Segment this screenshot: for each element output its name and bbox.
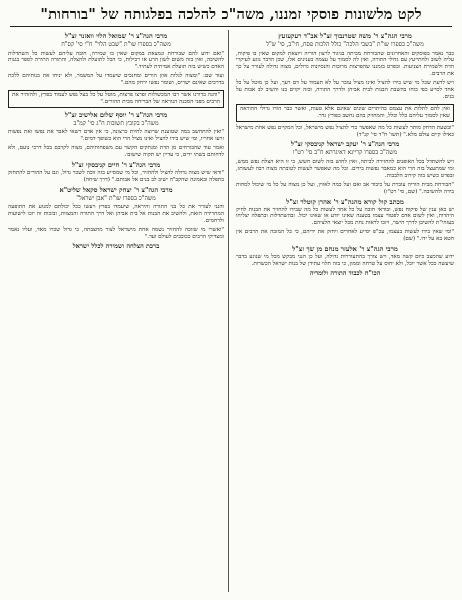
section-heading: מרבי הגה"צ ר' משה שטרנבוך זצ"ל אב"ד רעקעזעץ — [278, 32, 412, 40]
section-source: משה"כ בספרו שו"ת "שבט הלוי" ח"י סי' קס"ח — [61, 41, 171, 48]
paragraph: ויש לדעת שכל מי שיש בידו להציל ואינו מציל עובר על לא תעמוד על דם רעך, ועל כן מוטל על כל אחד לסייע כפי כוחו בהשבת הבנות לבית אביהן ולדרך התורה, ובזה יקוים בנו והשיב לב אבות על בנים. — [236, 80, 454, 100]
paragraph: "ומי שאין בידו לעשות בעצמו, עכ"פ יסייע לאחרים ויחזק את ידיהם, כי כל המזכה את הרבים אין חטא בא על ידו." (שם) — [236, 229, 454, 243]
paragraph: "ואין להתחשב במה שטוענת שרוצה לחיות כרצונה, כי אין אדם רשאי לאבד את נפשו ואת נפשות זרעו אחריו, ומי שיש בידו להציל ואינו מציל הרי הוא כשופך דמים." — [8, 129, 224, 143]
boxed-quote: ואין להם לתלות את עצמם בהיתרים שונים שאינם אלא טעות, ואשר כבר הורו גדולי ההוראה שאין לסמוך עליהם כלל וכלל, והמחזיק בהם נחשב כפורץ גדר. — [236, 104, 454, 122]
page-title: לקט מלשונות פוסקי זמננו, משה"כ להלכה בפלגותה של "בורחות" — [40, 6, 422, 23]
paragraph: "ובשעת הדחק מותר לעשות כל מה שאפשר כדי להציל נפש מישראל, וכל המקיים נפש אחת מישראל כאילו קיים עולם מלא." (תשו' ח"ד סי' קנ"ד) — [236, 124, 454, 138]
section-heading: מרבי הגה"צ ר' יוסף שלום אלישיב זצ"ל — [64, 110, 168, 119]
section-heading: מרבי הגה"צ ר' שמואל הלוי וואזנר זצ"ל — [64, 32, 168, 40]
paragraph: ואמר עוד שהבורחים מן הדת ומנתקים הקשר עם משפחותיהם, מצוה לקרבם בכל דרכי נועם, ולא לדחותם בשתי ידים, כי עדיין יש תקוה שישובו. — [8, 145, 224, 159]
section-heading: מכתב קול קורא מהגה"צ ר' אהרן קוטלר זצ"ל — [286, 197, 404, 206]
section-heading: מרבי הגה"צ ר' יעקב ישראל קניבסקי זצ"ל — [290, 140, 400, 149]
section-source: משה"כ בספרו קריינא דאיגרתא ח"ב סי' רט"ו — [292, 149, 398, 157]
column-divider — [228, 30, 229, 592]
section-heading: מרבי הגה"צ ר' אלעזר מנחם מן שך זצ"ל — [292, 245, 398, 254]
closing-line: הכו"ח לכבוד התורה ולומדיה — [309, 268, 381, 277]
paragraph: "הבורחת מבית הוריה עוברת על כיבוד אב ואם ועל כמה לאווין, ועל כן מצוה על כל מי שיכול למחות בידה ולהשיבה." (שם, סי' רט"ז) — [236, 181, 454, 195]
paragraph: ויש להשתדל בכל האופנים להחזירה לביתה, ואין לחוש בזה לשום חשש, כי זו היא הצלת נפש ממש, ומי שמתעצל בזה הרי הוא כמאבד נפשות בידים. וכל מה שאפשר לעשות לטובתה מצוה רבה לעשותו, ובפרט כשיש בזה קירוב הלבבות. — [236, 158, 454, 179]
paragraph: "ואשרי מי שזוכה להחזיר נשמה אחת מישראל לצור מחצבתה, כי גדול שכרו מאד, ועליו נאמר ומצדיקי הרבים ככוכבים לעולם ועד." — [8, 227, 224, 240]
paragraph: "ודאי שיש מצוה גדולה להציל ולהחזיר, וכל מי שמסייע בזה זוכה לשכר גדול, וגם על ההורים להתחזק בתפלה ובאמונה שהקב"ה ישיב לב בנים אל אבותם." (דרך שיחה) — [8, 169, 224, 183]
paragraph: והנני לעורר את כל בני התורה והיראה, שיעמדו בפרץ ויעשו ככל יכולתם למנוע את התופעה המחרידה הזאת, ולהשיב את הבנות אל בית אביהן ואל דרך התורה והמצוות, ובזכות זה יזכו לישועות ולרחמים. — [8, 204, 224, 225]
closing-line: ברכת הצלחה ושמירה לכלל ישראל — [72, 241, 160, 250]
section-source: משה"כ בקובץ תשובות ח"ג סי' קמ"ב — [73, 119, 159, 127]
section-heading: מרבי הגה"צ ר' חיים קניבסקי זצ"ל — [71, 160, 161, 169]
paragraph: יש כאן ענין של פיקוח נפש, ובודאי חובה על כל אחד לעשות כל מה שבידו להחזיר את הבנות לחיק היהדות, ואין לשום אדם לפטור עצמו בטענה שאינו יודע או שאינו יכול. ובהשתדלות ובתפלה יצליחו בעזהי"ת להשיבן לדרך הישר, ויזכו לראות נחת מכל יוצאי חלציהם. — [236, 206, 454, 227]
section-heading: מרבי הגה"צ ר' יצחק ישראל סקאל שליט"א — [59, 185, 173, 194]
paragraph: "ואם ידוע להם שבורחת ונמצאת במקום שאין בו שמירה, חובה עליהם לעשות כל השתדלות להשיבה, ואין בזה משום לשון הרע או רכילות, כי הכל לתועלת ולהצלה, והתורה התירה לספר בגנות האדם כשיש בזה תועלת אמיתית לעתיד." — [8, 50, 224, 71]
paragraph: כבר נאמר בפוסקים והאחרונים שהבורחת מביתה בניגוד לרצון הוריה ויוצאת למקום שאין בו פיקוח, עליה לשוב ולהתייעץ עם גדולי התורה, ואין לה לסמוך על עצמה בענינים אלו, שכן הדבר נוגע לעיקרי הדת ולשמירת הצניעות. ובפרט בזמננו שהפרצות מרובות והנסיונות גדולים, מצוה גדולה לעורר על כך את הרבים. — [236, 50, 454, 78]
right-column — [236, 30, 454, 592]
section-source: משה"כ בספרו שו"ת "בשבי הלכה" כולל הלכות פסח, חי"ב, סי' ש"ל — [266, 41, 424, 48]
paragraph: ועוד שם: "ומצוה לגלות אוזן הורים ומחנכים שיעמדו על המשמר, ולא יניחו את בנותיהם ללכת בדרכים שאינם ישרים, ושומר נפשו ירחק מהם." — [8, 73, 224, 87]
boxed-quote: "והנה בדורנו אשר רבו המכשולות ופרצו פרצות, מוטל על כל בעל נפש לעמוד בפרץ, ולהזהיר את הרבים מפני הסכנה הנוראה של הבריחה מבית ההורים." — [8, 90, 224, 108]
left-column — [8, 30, 224, 592]
columns-container — [8, 30, 454, 592]
paragraph: ידוע שהמצב כיום קשה מאד, ויש צורך בהתעוררות גדולה, ועל כן הנני מבקש מכל מי שנוגע בדבר שיעשה ככל אשר יוכל, ולא יחוס על טרחה וממון, כי בזה תלוי עתידן של בנות ישראל הכשרות. — [236, 254, 454, 267]
section-source: משה"כ בספרו שו"ת "אבן ישראל" — [76, 194, 156, 202]
title-rule — [10, 26, 452, 27]
